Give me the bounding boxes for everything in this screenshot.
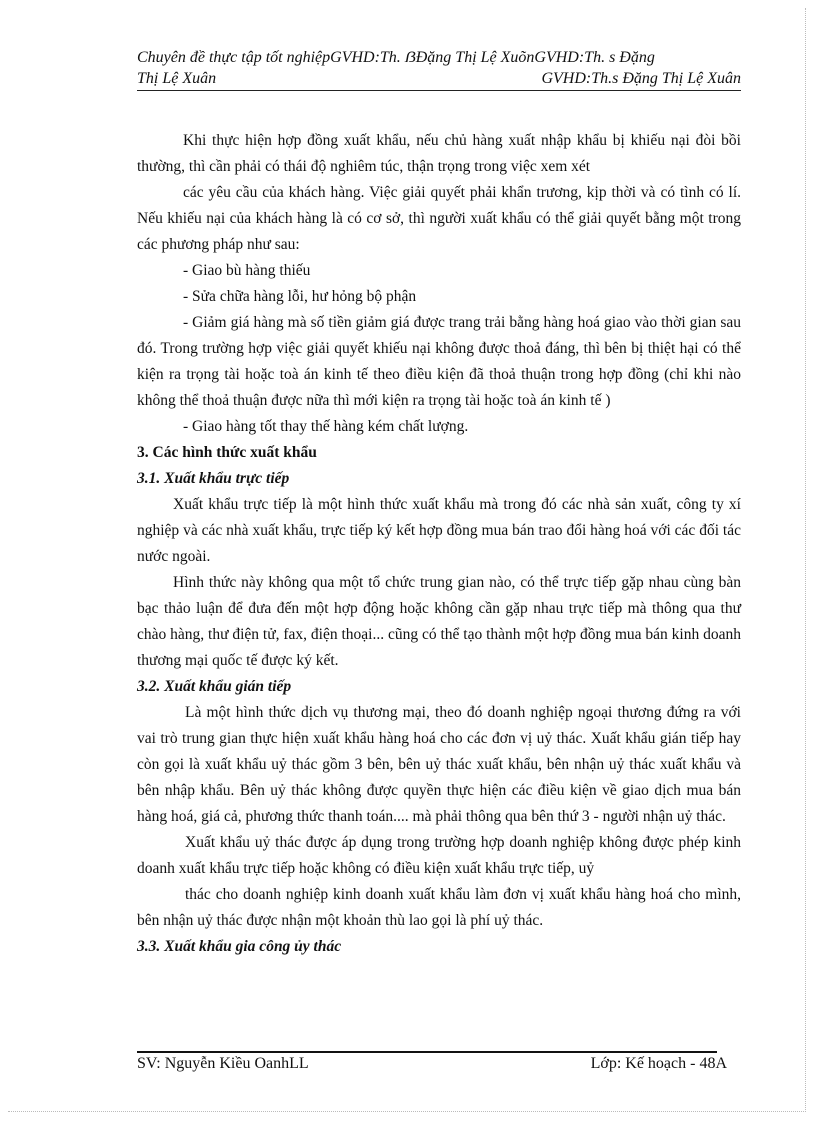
page-header [137,47,741,91]
document-body [137,128,741,960]
section-heading-3: 3. Các hình thức xuất khẩu [137,444,317,461]
paragraph-complaint-intro: Khi thực hiện hợp đồng xuất khẩu, nếu chủ hàng xuất nhập khẩu bị khiếu nại đòi bồi thường, thì cần phải có thái độ nghiêm túc, thận trọng trong việc xem xét [137,132,741,175]
header-line-2-left: Thị Lệ Xuân [137,70,217,87]
section-heading-3-3: 3.3. Xuất khẩu gia công ủy thác [137,938,342,955]
section-heading-3-1: 3.1. Xuất khẩu trực tiếp [137,470,290,487]
page-footer [137,1055,727,1073]
paragraph-indirect-export: Là một hình thức dịch vụ thương mại, theo đó doanh nghiệp ngoại thương đứng ra với vai trò trung gian thực hiện xuất khẩu hàng hoá cho các đơn vị uỷ thác. Xuất khẩu gián tiếp hay còn gọi là xuất khẩu uỷ thác gồm 3 bên, bên uỷ thác xuất khẩu, bên nhận uỷ thác xuất khẩu và bên nhập khẩu. Bên uỷ thác không được quyền thực hiện các điều kiện về giao dịch mua bán hàng hoá, giá cả, phương thức thanh toán.... mà phải thông qua bên thứ 3 - người nhận uỷ thác. [137,704,741,825]
paragraph-entrusted-export-cont: thác cho doanh nghiệp kinh doanh xuất khẩu làm đơn vị xuất khẩu hàng hoá cho mình, bên nhận uỷ thác được nhận một khoản thù lao gọi là phí uỷ thác. [137,886,741,929]
paragraph-complaint-resolution: các yêu cầu của khách hàng. Việc giải quyết phải khẩn trương, kịp thời và có tình có lí. Nếu khiếu nại của khách hàng là có cơ sở, thì người xuất khẩu có thể giải quyết bằng một trong các phương pháp như sau: [137,184,741,253]
list-item: - Giảm giá hàng mà số tiền giảm giá được trang trải bằng hàng hoá giao vào thời gian sau đó. Trong trường hợp việc giải quyết khiếu nại không được thoả đáng, thì bên bị thiệt hại có thể kiện ra trọng tài hoặc toà án kinh tế theo điều kiện đã thoả thuận trong hợp đồng (chỉ khi nào không thể thoả thuận được nữa thì mới kiện ra trọng tài hoặc toà án kinh tế ) [137,314,741,409]
footer-student: SV: Nguyễn Kiều OanhLL [137,1055,309,1072]
section-heading-3-2: 3.2. Xuất khẩu gián tiếp [137,678,292,695]
header-line-2-right: GVHD:Th.s Đặng Thị Lệ Xuân [541,70,741,87]
paragraph-direct-export: Xuất khẩu trực tiếp là một hình thức xuất khẩu mà trong đó các nhà sản xuất, công ty xí nghiệp và các nhà xuất khẩu, trực tiếp ký kết hợp đồng mua bán trao đổi hàng hoá với các đối tác nước ngoài. [137,496,741,565]
header-line-2 [137,68,741,89]
list-item: - Giao hàng tốt thay thế hàng kém chất lượng. [183,418,469,435]
paragraph-entrusted-export: Xuất khẩu uỷ thác được áp dụng trong trường hợp doanh nghiệp không được phép kinh doanh xuất khẩu trực tiếp hoặc không có điều kiện xuất khẩu trực tiếp, uỷ [137,834,741,877]
list-item: - Sửa chữa hàng lỗi, hư hỏng bộ phận [183,288,417,305]
paragraph-direct-export-form: Hình thức này không qua một tổ chức trung gian nào, có thể trực tiếp gặp nhau cùng bàn bạc thảo luận để đưa đến một hợp động hoặc không cần gặp nhau trực tiếp mà thông qua thư chào hàng, thư điện tử, fax, điện thoại... cũng có thể tạo thành một hợp đồng mua bán kinh doanh thương mại quốc tế được ký kết. [137,574,741,669]
header-line-1: Chuyên đề thực tập tốt nghiệpGVHD:Th. ẞĐặng Thị Lệ XuõnGVHD:Th. s Đặng [137,49,655,66]
footer-class: Lớp: Kế hoạch - 48A [590,1055,727,1072]
footer-divider [137,1051,717,1053]
list-item: - Giao bù hàng thiếu [183,262,311,279]
